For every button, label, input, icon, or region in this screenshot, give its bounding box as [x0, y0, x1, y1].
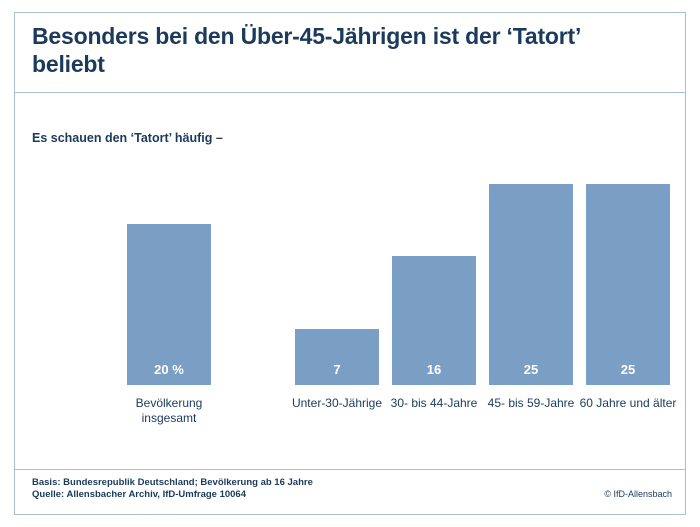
category-axis — [32, 396, 677, 456]
plot-area — [32, 160, 662, 385]
footer-divider — [15, 469, 685, 470]
bar — [392, 256, 476, 385]
bar-value-label: 25 — [620, 362, 636, 377]
category-label: Bevölkerung insgesamt — [135, 396, 203, 425]
bar-value-label: 25 — [523, 362, 539, 377]
source-note-line1: Basis: Bundesrepublik Deutschland; Bevölkerung ab 16 Jahre — [32, 477, 313, 488]
bar — [586, 184, 670, 385]
category-label: 30- bis 44-Jahre — [390, 396, 478, 410]
bar — [295, 329, 379, 385]
category-label: Unter-30-Jährige — [291, 396, 383, 410]
bar-series — [32, 160, 662, 385]
source-note — [32, 477, 313, 501]
title-divider — [15, 92, 685, 93]
bar — [127, 224, 211, 385]
category-label: 45- bis 59-Jahre — [487, 396, 575, 410]
page-title: Besonders bei den Über-45-Jährigen ist der ‘Tatort’ beliebt — [32, 23, 580, 77]
category-label: 60 Jahre und älter — [579, 396, 677, 410]
source-note-line2: Quelle: Allensbacher Archiv, IfD-Umfrage 10064 — [32, 489, 247, 500]
chart-subtitle: Es schauen den ‘Tatort’ häufig – — [32, 131, 223, 145]
bar-value-label: 16 — [426, 362, 442, 377]
bar-value-label: 20 % — [154, 362, 184, 377]
copyright-credit: © IfD-Allensbach — [604, 489, 672, 499]
bar — [489, 184, 573, 385]
bar-value-label: 7 — [333, 362, 341, 377]
